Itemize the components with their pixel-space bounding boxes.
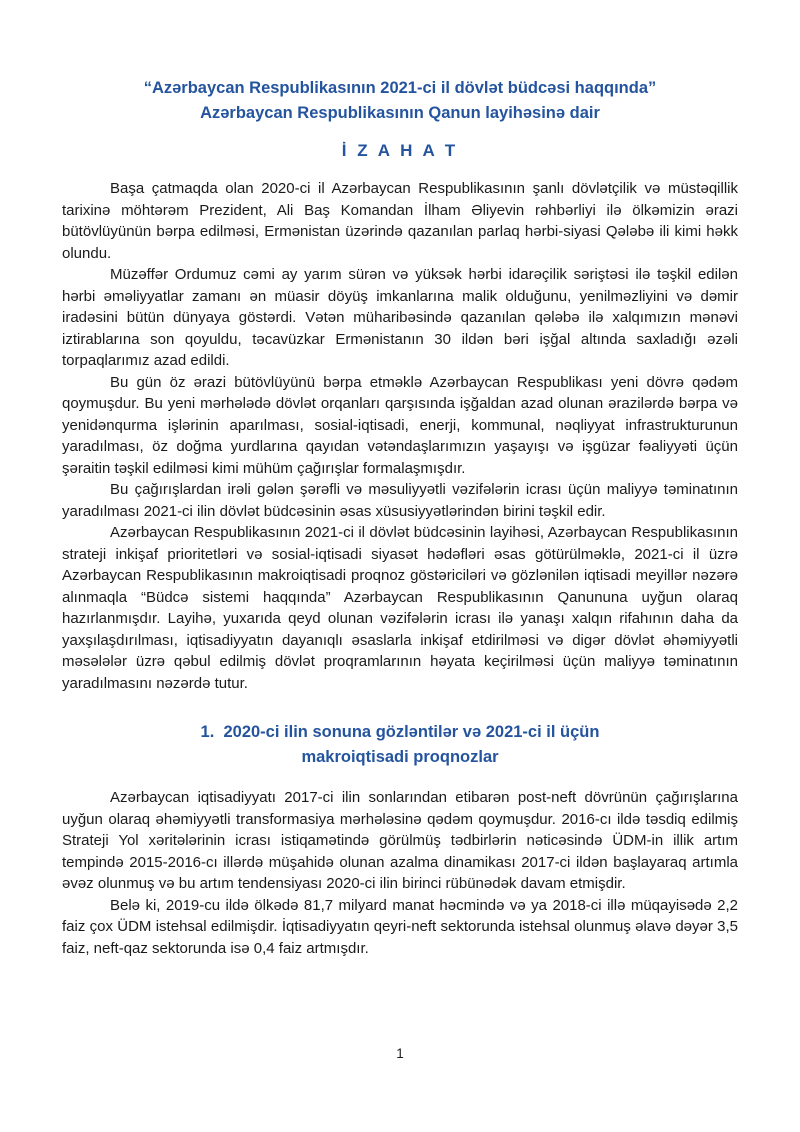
document-title-line-1: “Azərbaycan Respublikasının 2021-ci il dövlət büdcəsi haqqında” (143, 79, 657, 97)
section-1-heading-line-2: makroiqtisadi proqnozlar (301, 748, 499, 766)
document-subtitle: İ Z A H A T (341, 141, 459, 160)
paragraph: Azərbaycan iqtisadiyyatı 2017-ci ilin sonlarından etibarən post-neft dövrünün çağırışlarına uyğun olaraq əhəmiyyətli transformasiya mərhələsinə qədəm qoymuşdur. 2016-cı ildə təsdiq edilmiş Strateji Yol xəritələrinin icrası istiqamətində görülmüş tədbirlərin nəticəsində ÜDM-in illik artım tempində 2015-2016-cı illərdə müşahidə olunan azalma dinamikası 2017-ci ildən başlayaraq artımla əvəz olunmuş və bu artım tendensiyası 2020-ci ilin birinci rübünədək davam etmişdir. (62, 789, 738, 892)
section-1-heading (62, 720, 738, 770)
paragraph: Müzəffər Ordumuz cəmi ay yarım sürən və yüksək hərbi idarəçilik səriştəsi ilə təşkil edilən hərbi əməliyyatlar zamanı ən müasir döyüş imkanlarına malik olduğunu, yenilməzliyini və dəmir iradəsini bütün dünyaya göstərdi. Vətən müharibəsində qazanılan qələbə ilə xalqımızın mənəvi iztirablarına son qoyuldu, təcavüzkar Ermənistanın 30 ildən bəri işğal altında saxladığı əzəli torpaqlarımız azad edildi. (62, 266, 738, 369)
section-1-heading-line-1: 1. 2020-ci ilin sonuna gözləntilər və 2021-ci il üçün (200, 723, 600, 741)
paragraph: Bu çağırışlardan irəli gələn şərəfli və məsuliyyətli vəzifələrin icrası üçün maliyyə təminatının yaradılması 2021-ci ilin dövlət büdcəsinin əsas xüsusiyyətlərindən birini təşkil edir. (62, 481, 738, 520)
page-number: 1 (396, 1046, 404, 1061)
document-content (62, 76, 738, 959)
paragraph: Başa çatmaqda olan 2020-ci il Azərbaycan Respublikasının şanlı dövlətçilik və müstəqillik tarixinə möhtərəm Prezident, Ali Baş Komandan İlham Əliyevin rəhbərliyi ilə ölkəmizin ərazi bütövlüyünün bərpa edilməsi, Ermənistan üzərində qazanılan parlaq hərbi-siyasi Qələbə ili kimi həkk olundu. (62, 180, 738, 262)
document-body (62, 178, 738, 959)
document-title (62, 76, 738, 126)
paragraph: Azərbaycan Respublikasının 2021-ci il dövlət büdcəsinin layihəsi, Azərbaycan Respublikasının strateji inkişaf prioritetləri və sosial-iqtisadi siyasət hədəfləri əsas götürülməklə, 2021-ci il üzrə Azərbaycan Respublikasının makroiqtisadi proqnoz göstəriciləri və gözlənilən iqtisadi meyillər nəzərə alınmaqla “Büdcə sistemi haqqında” Azərbaycan Respublikasının Qanununa uyğun olaraq hazırlanmışdır. Layihə, yuxarıda qeyd olunan vəzifələrin icrası ilə yanaşı xalqın rifahının daha da yaxşılaşdırılması, iqtisadiyyatın dayanıqlı əsaslarla inkişaf etdirilməsi və digər dövlət əhəmiyyətli məsələlər üzrə qəbul edilmiş dövlət proqramlarının həyata keçirilməsi üçün maliyyə təminatının yaradılmasını nəzərdə tutur. (62, 524, 738, 692)
paragraph: Belə ki, 2019-cu ildə ölkədə 81,7 milyard manat həcmində və ya 2018-ci illə müqayisədə 2,2 faiz çox ÜDM istehsal edilmişdir. İqtisadiyyatın qeyri-neft sektorunda istehsal olunmuş əlavə dəyər 3,5 faiz, neft-qaz sektorunda isə 0,4 faiz artmışdır. (62, 896, 738, 957)
document-title-line-2: Azərbaycan Respublikasının Qanun layihəsinə dair (200, 104, 600, 122)
paragraph: Bu gün öz ərazi bütövlüyünü bərpa etməklə Azərbaycan Respublikası yeni dövrə qədəm qoymuşdur. Bu yeni mərhələdə dövlət orqanları qarşısında işğaldan azad olunan ərazilərdə bərpa və yenidənqurma işlərinin aparılması, sosial-iqtisadi, enerji, kommunal, nəqliyyat infrastrukturunun yaradılması, öz doğma yurdlarına qayıdan vətəndaşlarımızın yaşayışı və işgüzar fəaliyyəti üçün şəraitin təşkil edilməsi kimi mühüm çağırışlar formalaşmışdır. (62, 373, 738, 477)
